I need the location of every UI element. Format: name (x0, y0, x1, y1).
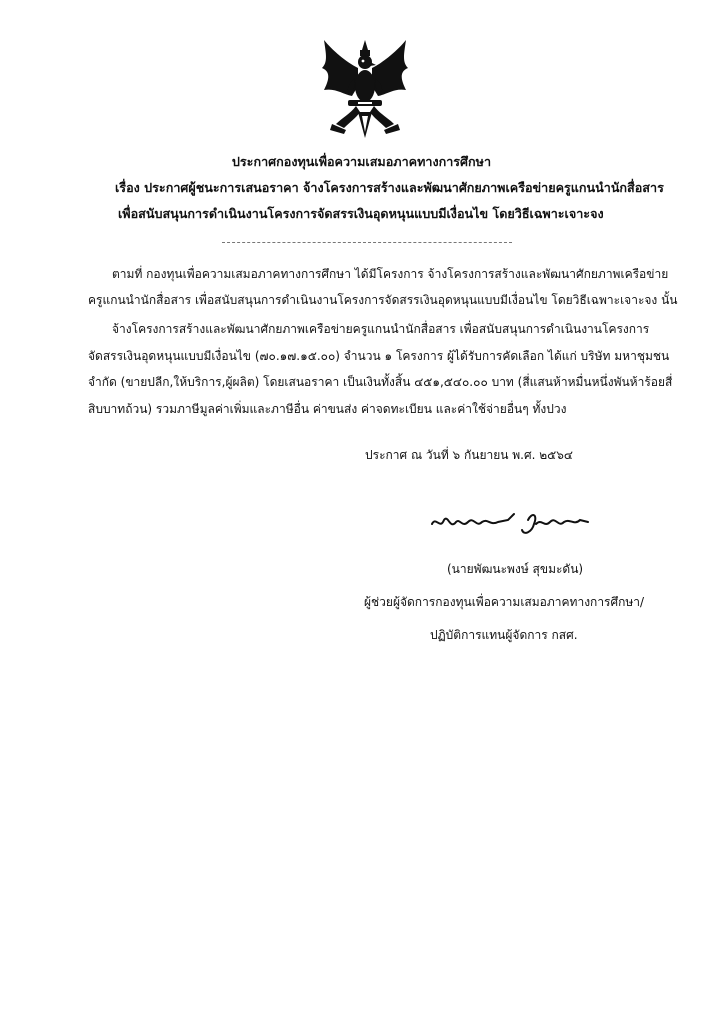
body-line-5: จำกัด (ขายปลีก,ให้บริการ,ผู้ผลิต) โดยเสนอราคา เป็นเงินทั้งสิ้น ๔๕๑,๕๔๐.๐๐ บาท (สี่แสนห้าหมื่นหนึ่งพันห้าร้อยสี่ (88, 375, 673, 389)
body-line-3: จ้างโครงการสร้างและพัฒนาศักยภาพเครือข่ายครูแกนนำนักสื่อสาร เพื่อสนับสนุนการดำเนินงานโครงการ (112, 322, 650, 336)
body-line-2: ครูแกนนำนักสื่อสาร เพื่อสนับสนุนการดำเนินงานโครงการจัดสรรเงินอุดหนุนแบบมีเงื่อนไข โดยวิธีเฉพาะเจาะจง นั้น (88, 293, 678, 307)
handwritten-signature (428, 510, 598, 538)
body-line-6: สิบบาทถ้วน) รวมภาษีมูลค่าเพิ่มและภาษีอื่น ค่าขนส่ง ค่าจดทะเบียน และค่าใช้จ่ายอื่นๆ ทั้งปวง (88, 402, 567, 416)
announcement-subject: เรื่อง ประกาศผู้ชนะการเสนอราคา จ้างโครงการสร้างและพัฒนาศักยภาพเครือข่ายครูแกนนำนักสื่อสาร (115, 180, 664, 195)
body-line-1: ตามที่ กองทุนเพื่อความเสมอภาคทางการศึกษา ได้มีโครงการ จ้างโครงการสร้างและพัฒนาศักยภาพเครือข่าย (112, 267, 669, 281)
announcement-date: ประกาศ ณ วันที่ ๖ กันยายน พ.ศ. ๒๕๖๔ (365, 448, 573, 462)
garuda-emblem-icon (318, 38, 412, 142)
body-line-4: จัดสรรเงินอุดหนุนแบบมีเงื่อนไข (๗๐.๑๗.๑๕.๐๐) จำนวน ๑ โครงการ ผู้ได้รับการคัดเลือก ได้แก่ บริษัท มหาชุมชน (88, 349, 670, 363)
signatory-position-2: ปฏิบัติการแทนผู้จัดการ กสศ. (430, 628, 578, 642)
signatory-position-1: ผู้ช่วยผู้จัดการกองทุนเพื่อความเสมอภาคทางการศึกษา/ (364, 595, 645, 609)
announcement-subject-continuation: เพื่อสนับสนุนการดำเนินงานโครงการจัดสรรเงินอุดหนุนแบบมีเงื่อนไข โดยวิธีเฉพาะเจาะจง (118, 206, 604, 221)
divider (222, 242, 512, 243)
announcement-title: ประกาศกองทุนเพื่อความเสมอภาคทางการศึกษา (231, 154, 492, 169)
signatory-name: (นายพัฒนะพงษ์ สุขมะดัน) (447, 562, 584, 576)
